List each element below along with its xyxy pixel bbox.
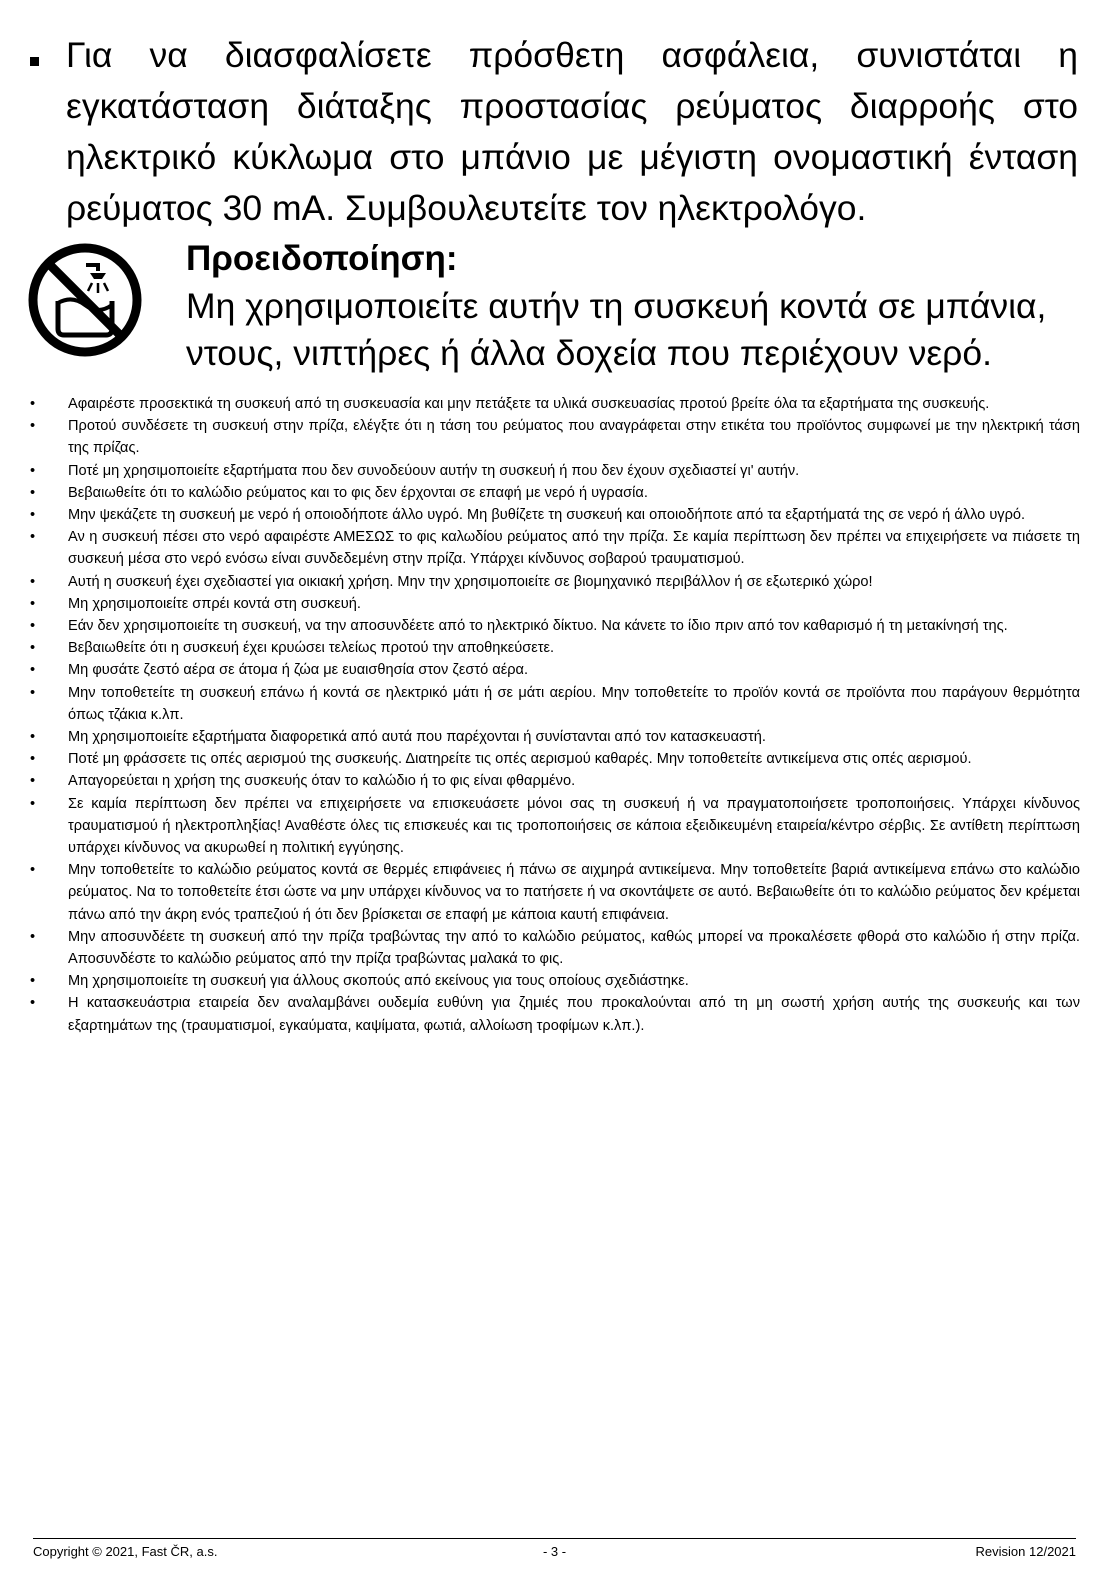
bullet-dot-icon: • — [30, 751, 36, 768]
list-item — [28, 460, 1080, 482]
list-item-text: Προτού συνδέσετε τη συσκευή στην πρίζα, ελέγξτε ότι η τάση του ρεύματος που αναγράφεται στην ετικέτα του προϊόντος συμφωνεί με την ηλεκτρική τάση της πρίζας. — [68, 418, 1080, 457]
bullet-dot-icon: • — [30, 396, 36, 412]
list-item-text: Βεβαιωθείτε ότι το καλώδιο ρεύματος και το φις δεν έρχονται σε επαφή με νερό ή υγρασία. — [68, 484, 648, 501]
list-item — [28, 482, 1080, 504]
list-item — [28, 637, 1080, 659]
list-item — [28, 992, 1080, 1036]
page-footer — [33, 1538, 1076, 1569]
bullet-dot-icon: • — [30, 862, 36, 879]
list-item — [28, 504, 1080, 526]
list-item-text: Βεβαιωθείτε ότι η συσκευή έχει κρυώσει τελείως προτού την αποθηκεύσετε. — [68, 640, 555, 657]
warning-block — [26, 235, 1086, 385]
list-item-text: Μην αποσυνδέετε τη συσκευή από την πρίζα τραβώντας την από το καλώδιο ρεύματος, καθώς μπορεί να προκαλέσετε φθορά στο καλώδιο ή στην πρίζα. Αποσυνδέστε το καλώδιο ρεύματος από την πρίζα τραβώντας μαλακά το φις. — [68, 928, 1080, 968]
lead-bullet-text: Για να διασφαλίσετε πρόσθετη ασφάλεια, συνιστάται η εγκατάσταση διάταξης προστασίας ρεύματος διαρροής στο ηλεκτρικό κύκλωμα στο μπάνιο με μέγιστη ονομαστική ένταση ρεύματος 30 mA. Συμβουλευτείτε τον ηλεκτρολόγο. — [66, 35, 1078, 228]
bullet-dot-icon: • — [30, 507, 36, 524]
bullet-dot-icon: • — [30, 973, 36, 990]
list-item-text: Μη χρησιμοποιείτε τη συσκευή για άλλους σκοπούς από εκείνους για τους οποίους σχεδιάστηκε. — [68, 973, 689, 990]
bullet-dot-icon: • — [30, 462, 36, 479]
list-item — [28, 393, 1080, 415]
warning-title: Προειδοποίηση: — [186, 239, 458, 278]
list-item-text: Μη χρησιμοποιείτε εξαρτήματα διαφορετικά από αυτά που παρέχονται ή συνίστανται από τον κατασκευαστή. — [68, 729, 766, 746]
list-item-text: Μην τοποθετείτε τη συσκευή επάνω ή κοντά σε ηλεκτρικό μάτι ή σε μάτι αερίου. Μην τοποθετείτε το προϊόν κοντά σε προϊόντα που παράγουν θερμότητα όπως τζάκια κ.λπ. — [68, 684, 1080, 723]
list-item — [28, 748, 1080, 770]
bullet-dot-icon: • — [30, 573, 36, 590]
list-item — [28, 415, 1080, 459]
bullet-dot-icon: • — [30, 484, 36, 501]
list-item — [28, 793, 1080, 860]
list-item — [28, 659, 1080, 681]
list-item — [28, 770, 1080, 792]
footer-revision: Revision 12/2021 — [975, 1544, 1076, 1559]
footer-page-number: - 3 - — [542, 1544, 567, 1559]
list-item-text: Απαγορεύεται η χρήση της συσκευής όταν το καλώδιο ή το φις είναι φθαρμένο. — [68, 773, 576, 790]
list-item-text: Εάν δεν χρησιμοποιείτε τη συσκευή, να την αποσυνδέετε από το ηλεκτρικό δίκτυο. Να κάνετε το ίδιο πριν από τον καθαρισμό ή τη μετακίνησή της. — [68, 618, 1008, 635]
bullet-dot-icon: • — [30, 529, 36, 546]
list-item — [28, 926, 1080, 970]
list-item — [28, 593, 1080, 615]
list-item — [28, 526, 1080, 570]
list-item — [28, 615, 1080, 637]
list-item — [28, 682, 1080, 726]
bullet-dot-icon: • — [30, 773, 36, 790]
bullet-dot-icon: • — [30, 995, 36, 1012]
list-item-text: Αφαιρέστε προσεκτικά τη συσκευή από τη συσκευασία και μην πετάξετε τα υλικά συσκευασίας προτού βρείτε όλα τα εξαρτήματα της συσκευής. — [68, 396, 990, 412]
bullet-dot-icon: • — [30, 595, 36, 612]
list-item-text: Μην τοποθετείτε το καλώδιο ρεύματος κοντά σε θερμές επιφάνειες ή πάνω σε αιχμηρά αντικείμενα. Μην τοποθετείτε βαριά αντικείμενα επάνω στο καλώδιο ρεύματος. Να το τοποθετείτε έτσι ώστε να μην υπάρχει κίνδυνος να το πατήσετε ή να σκοντάψετε σε αυτό. Βεβαιωθείτε ότι το καλώδιο ρεύματος δεν κρέμεται πάνω από την άκρη ενός τραπεζιού ή ότι δεν βρίσκεται σε επαφή με κάποια καυτή επιφάνεια. — [68, 862, 1080, 923]
bullet-dot-icon: • — [30, 684, 36, 701]
bullet-dot-icon: • — [30, 795, 36, 812]
warning-body: Μη χρησιμοποιείτε αυτήν τη συσκευή κοντά σε μπάνια, ντους, νιπτήρες ή άλλα δοχεία που περιέχουν νερό. — [186, 286, 1047, 373]
list-item-text: Μη φυσάτε ζεστό αέρα σε άτομα ή ζώα με ευαισθησία στον ζεστό αέρα. — [68, 662, 529, 679]
safety-instructions-list — [28, 393, 1080, 1037]
bullet-dot-icon: • — [30, 640, 36, 657]
list-item-text: Μην ψεκάζετε τη συσκευή με νερό ή οποιοδήποτε άλλο υγρό. Μη βυθίζετε τη συσκευή και οποιοδήποτε από τα εξαρτήματά της σε νερό ή άλλο υγρό. — [68, 507, 1026, 524]
list-item-text: Αν η συσκευή πέσει στο νερό αφαιρέστε ΑΜΕΣΩΣ το φις καλωδίου ρεύματος από την πρίζα. Σε καμία περίπτωση δεν πρέπει να επιχειρήσετε να πιάσετε τη συσκευή μέσα στο νερό ενόσω είναι συνδεδεμένη στην πρίζα. Υπάρχει κίνδυνος σοβαρού τραυματισμού. — [68, 529, 1080, 568]
list-item-text: Μη χρησιμοποιείτε σπρέι κοντά στη συσκευή. — [68, 595, 361, 612]
list-item — [28, 859, 1080, 926]
footer-copyright: Copyright © 2021, Fast ČR, a.s. — [33, 1544, 218, 1559]
list-item-text: Αυτή η συσκευή έχει σχεδιαστεί για οικιακή χρήση. Μην την χρησιμοποιείτε σε βιομηχανικό περιβάλλον ή σε εξωτερικό χώρο! — [68, 573, 873, 590]
list-item-text: Σε καμία περίπτωση δεν πρέπει να επιχειρήσετε να επισκευάσετε μόνοι σας τη συσκευή ή να πραγματοποιήσετε τροποποιήσεις. Υπάρχει κίνδυνος τραυματισμού ή ηλεκτροπληξίας! Αναθέστε όλες τις επισκευές και τις τροποποιήσεις σε κάποια εξειδικευμένη εταιρεία/κέντρο σέρβις. Σε αντίθετη περίπτωση υπάρχει κίνδυνος να ακυρωθεί η πολιτική εγγύησης. — [68, 795, 1080, 857]
list-item-text: Ποτέ μη χρησιμοποιείτε εξαρτήματα που δεν συνοδεύουν αυτήν τη συσκευή ή που δεν έχουν σχεδιαστεί γι' αυτήν. — [68, 462, 800, 479]
bullet-dot-icon: • — [30, 729, 36, 746]
list-item — [28, 970, 1080, 992]
square-bullet-icon — [30, 57, 39, 66]
bullet-dot-icon: • — [30, 418, 36, 435]
lead-bullet — [30, 30, 1080, 234]
list-item-text: Ποτέ μη φράσσετε τις οπές αερισμού της συσκευής. Διατηρείτε τις οπές αερισμού καθαρές. Μην τοποθετείτε αντικείμενα στις οπές αερισμού. — [68, 751, 972, 768]
bullet-dot-icon: • — [30, 618, 36, 635]
no-bath-shower-icon — [28, 243, 142, 357]
list-item — [28, 571, 1080, 593]
bullet-dot-icon: • — [30, 662, 36, 679]
bullet-dot-icon: • — [30, 928, 36, 945]
list-item — [28, 726, 1080, 748]
list-item-text: Η κατασκευάστρια εταιρεία δεν αναλαμβάνει ουδεμία ευθύνη για ζημιές που προκαλούνται από τη μη σωστή χρήση αυτής της συσκευής και των εξαρτημάτων της (τραυματισμοί, εγκαύματα, καψίματα, φωτιά, αλλοίωση τροφίμων κ.λπ.). — [68, 995, 1080, 1034]
